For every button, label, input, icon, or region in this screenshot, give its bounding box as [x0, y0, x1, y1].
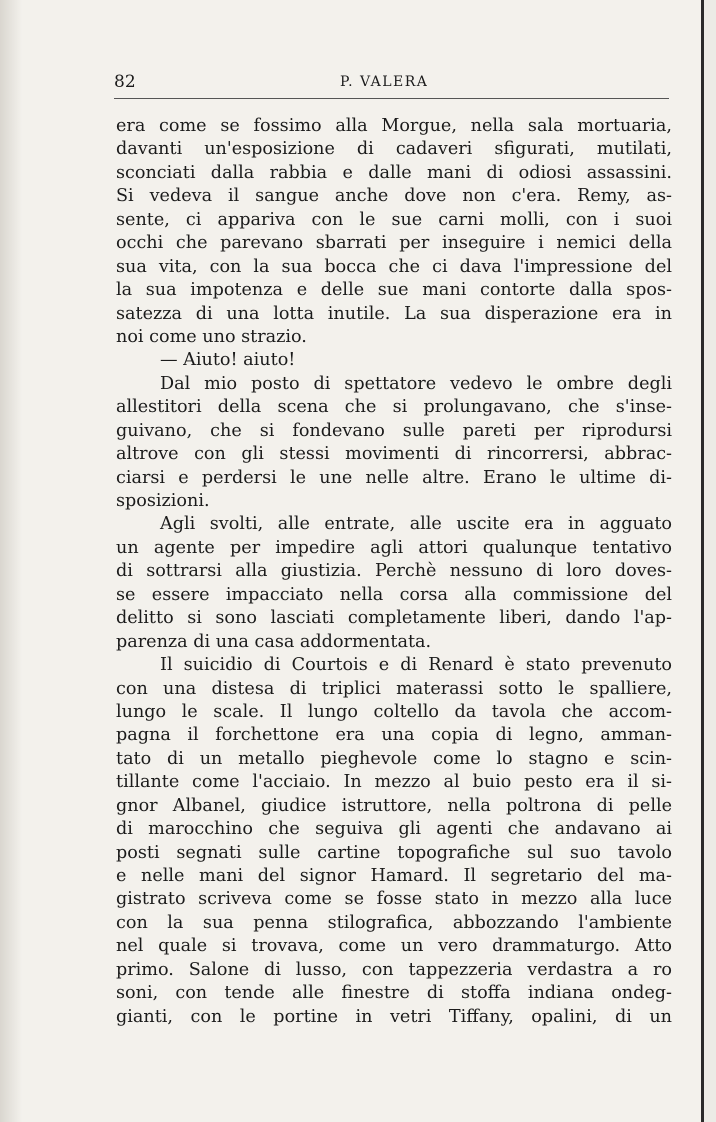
page-header [114, 72, 669, 96]
text-line: nel quale si trovava, come un vero drammaturgo. Atto [116, 936, 672, 957]
text-line: Il suicidio di Courtois e di Renard è stato prevenuto [160, 655, 672, 676]
text-line: la sua impotenza e delle sue mani contorte dalla spos- [116, 280, 672, 301]
text-line: soni, con tende alle finestre di stoffa indiana ondeg- [116, 983, 672, 1004]
text-line: primo. Salone di lusso, con tappezzeria verdastra a ro [116, 959, 672, 980]
text-line: Dal mio posto di spettatore vedevo le ombre degli [160, 373, 672, 394]
text-line: di sottrarsi alla giustizia. Perchè nessuno di loro doves- [116, 561, 672, 582]
text-line: tato di un metallo pieghevole come lo stagno e scin- [116, 748, 672, 769]
running-head: P. VALERA [340, 74, 429, 90]
text-line: occhi che parevano sbarrati per inseguire i nemici della [116, 233, 672, 254]
text-line: noi come uno strazio. [116, 326, 307, 347]
text-line: guivano, che si fondevano sulle pareti per riprodursi [116, 420, 672, 441]
text-line: allestitori della scena che si prolungavano, che s'inse- [116, 397, 672, 418]
page-edge [701, 0, 704, 1122]
text-line: — Aiuto! aiuto! [160, 350, 296, 371]
body-text [116, 115, 672, 1029]
text-line: pagna il forchettone era una copia di legno, amman- [116, 725, 672, 746]
text-line: delitto si sono lasciati completamente liberi, dando l'ap- [116, 608, 672, 629]
text-line: sposizioni. [116, 491, 210, 511]
text-line: sua vita, con la sua bocca che ci dava l'impressione del [116, 256, 672, 277]
text-line: gianti, con le portine in vetri Tiffany, opalini, di un [116, 1006, 672, 1027]
text-line: se essere impacciato nella corsa alla commissione del [116, 584, 672, 605]
text-line: gnor Albanel, giudice istruttore, nella poltrona di pelle [116, 795, 672, 816]
text-line: Agli svolti, alle entrate, alle uscite era in agguato [160, 514, 672, 535]
text-line: gistrato scriveva come se fosse stato in mezzo alla luce [116, 889, 672, 910]
text-line: davanti un'esposizione di cadaveri sfigurati, mutilati, [116, 139, 672, 160]
text-line: posti segnati sulle cartine topografiche sul suo tavolo [116, 842, 672, 863]
text-line: altrove con gli stessi movimenti di rincorrersi, abbrac- [116, 444, 672, 465]
text-line: di marocchino che seguiva gli agenti che andavano ai [116, 819, 672, 840]
text-line: era come se fossimo alla Morgue, nella sala mortuaria, [116, 116, 672, 136]
text-line: sconciati dalla rabbia e dalle mani di odiosi assassini. [116, 162, 672, 183]
text-line: parenza di una casa addormentata. [116, 631, 432, 652]
header-rule [114, 98, 669, 99]
text-line: con una distesa di triplici materassi sotto le spalliere, [116, 678, 672, 699]
text-line: un agente per impedire agli attori qualunque tentativo [116, 537, 672, 558]
page-number: 82 [114, 72, 136, 92]
text-line: con la sua penna stilografica, abbozzando l'ambiente [116, 912, 672, 933]
text-line: sente, ci appariva con le sue carni molli, con i suoi [116, 209, 672, 230]
page-margin-right [704, 0, 716, 1122]
page-shadow [0, 0, 22, 1122]
text-line: e nelle mani del signor Hamard. Il segretario del ma- [116, 866, 672, 886]
text-line: ciarsi e perdersi le une nelle altre. Erano le ultime di- [116, 467, 672, 488]
text-line: lungo le scale. Il lungo coltello da tavola che accom- [116, 701, 672, 722]
text-line: Si vedeva il sangue anche dove non c'era. Remy, as- [116, 186, 672, 207]
text-line: satezza di una lotta inutile. La sua disperazione era in [116, 303, 672, 324]
text-line: tillante come l'acciaio. In mezzo al buio pesto era il si- [116, 772, 672, 793]
